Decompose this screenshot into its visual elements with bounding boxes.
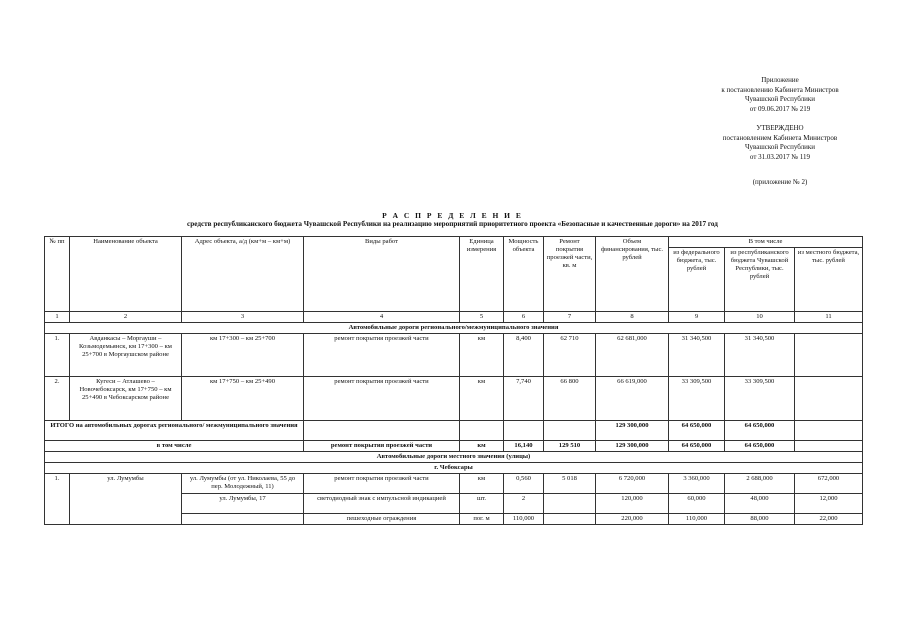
col-number: 10 — [725, 312, 795, 323]
col-number: 5 — [460, 312, 504, 323]
col-number: 4 — [304, 312, 460, 323]
cell-num: 2. — [45, 377, 70, 421]
cell-name: ул. Лумумбы — [70, 474, 182, 525]
column-number-row — [45, 312, 863, 323]
approved-line: постановлением Кабинета Министров — [722, 133, 838, 142]
header-including: В том числе — [669, 237, 863, 248]
cell-volume: 6 720,000 — [596, 474, 669, 494]
section-title-regional: Автомобильные дороги регионального/межмуниципального значения — [45, 323, 863, 334]
cell-num: 1. — [45, 334, 70, 377]
cell-federal: 60,000 — [669, 494, 725, 514]
cell-repair — [544, 514, 596, 525]
col-number: 8 — [596, 312, 669, 323]
cell-republic: 88,000 — [725, 514, 795, 525]
col-number: 2 — [70, 312, 182, 323]
cell-repair: 5 018 — [544, 474, 596, 494]
header-name: Наименование объекта — [70, 237, 182, 312]
cell-works: светодиодный знак с импульсной индикацией — [304, 494, 460, 514]
cell-federal: 110,000 — [669, 514, 725, 525]
cell-local — [795, 334, 863, 377]
cell-works: ремонт покрытия проезжей части — [304, 334, 460, 377]
including-capacity: 16,140 — [504, 441, 544, 452]
total-label: ИТОГО на автомобильных дорогах регионального/ межмуниципального значения — [45, 421, 304, 441]
cell-repair — [544, 494, 596, 514]
cell-local: 22,000 — [795, 514, 863, 525]
approved-block — [660, 124, 900, 162]
cell-local — [795, 377, 863, 421]
col-number: 1 — [45, 312, 70, 323]
distribution-table — [44, 236, 863, 525]
header-federal: из федерального бюджета, тыс. рублей — [669, 248, 725, 312]
cell-capacity: 8,400 — [504, 334, 544, 377]
col-number: 6 — [504, 312, 544, 323]
col-number: 7 — [544, 312, 596, 323]
table-row — [45, 377, 863, 421]
approved-line: УТВЕРЖДЕНО — [756, 124, 804, 132]
appendix-number: (приложение № 2) — [752, 178, 808, 186]
city-title: г. Чебоксары — [45, 463, 863, 474]
cell-works: ремонт покрытия проезжей части — [304, 474, 460, 494]
header-works: Виды работ — [304, 237, 460, 312]
cell-local: 672,000 — [795, 474, 863, 494]
total-republic: 64 650,000 — [725, 421, 795, 441]
cell-address: ул. Лумумбы (от ул. Николаева, 55 до пер. Молодежный, 11) — [182, 474, 304, 494]
cell-address: км 17+750 – км 25+490 — [182, 377, 304, 421]
cell-works: пешеходные ограждения — [304, 514, 460, 525]
cell-unit: шт. — [460, 494, 504, 514]
cell-volume: 220,000 — [596, 514, 669, 525]
header-local: из местного бюджета, тыс. рублей — [795, 248, 863, 312]
header-address: Адрес объекта, а/д (км+м – км+м) — [182, 237, 304, 312]
cell-capacity: 0,560 — [504, 474, 544, 494]
document-title: Р А С П Р Е Д Е Л Е Н И Е — [382, 211, 523, 220]
cell-unit: км — [460, 334, 504, 377]
header-volume: Объем финансирования, тыс. рублей — [596, 237, 669, 312]
total-row — [45, 421, 863, 441]
appendix-line: к постановлению Кабинета Министров — [721, 85, 839, 94]
cell-unit: пог. м — [460, 514, 504, 525]
table-row — [45, 334, 863, 377]
document-subtitle: средств республиканского бюджета Чувашской Республики на реализацию мероприятий приоритетного проекта «Безопасные и качественные дороги» на 2017 год — [187, 220, 718, 228]
cell-address: км 17+300 – км 25+700 — [182, 334, 304, 377]
header-num: № пп — [45, 237, 70, 312]
approved-line: от 31.03.2017 № 119 — [749, 152, 811, 161]
including-row — [45, 441, 863, 452]
section-title-local: Автомобильные дороги местного значения (улицы) — [45, 452, 863, 463]
cell-volume: 66 619,000 — [596, 377, 669, 421]
including-repair: 129 510 — [544, 441, 596, 452]
cell-capacity: 7,740 — [504, 377, 544, 421]
cell-federal: 3 360,000 — [669, 474, 725, 494]
total-federal: 64 650,000 — [669, 421, 725, 441]
cell-republic: 48,000 — [725, 494, 795, 514]
cell-volume: 120,000 — [596, 494, 669, 514]
cell-republic: 31 340,500 — [725, 334, 795, 377]
cell-name: Кугеси – Атлашево – Новочебоксарск, км 17+750 – км 25+490 в Чебоксарском районе — [70, 377, 182, 421]
cell-republic: 2 688,000 — [725, 474, 795, 494]
including-label: в том числе — [45, 441, 304, 452]
cell-federal: 33 309,500 — [669, 377, 725, 421]
appendix-line: Приложение — [761, 76, 799, 84]
table-row — [45, 474, 863, 494]
cell-num: 1. — [45, 474, 70, 525]
cell-unit: км — [460, 377, 504, 421]
including-unit: км — [460, 441, 504, 452]
col-number: 9 — [669, 312, 725, 323]
cell-capacity: 110,000 — [504, 514, 544, 525]
header-capacity: Мощность объекта — [504, 237, 544, 312]
col-number: 3 — [182, 312, 304, 323]
including-volume: 129 300,000 — [596, 441, 669, 452]
header-republic: из республиканского бюджета Чувашской Республики, тыс. рублей — [725, 248, 795, 312]
appendix-block — [660, 76, 900, 114]
cell-repair: 62 710 — [544, 334, 596, 377]
total-volume: 129 300,000 — [596, 421, 669, 441]
header-unit: Единица измерения — [460, 237, 504, 312]
col-number: 11 — [795, 312, 863, 323]
cell-address: ул. Лумумбы, 17 — [182, 494, 304, 514]
cell-volume: 62 681,000 — [596, 334, 669, 377]
including-works: ремонт покрытия проезжей части — [304, 441, 460, 452]
cell-local: 12,000 — [795, 494, 863, 514]
cell-repair: 66 800 — [544, 377, 596, 421]
including-republic: 64 650,000 — [725, 441, 795, 452]
cell-name: Авданкасы – Моргауши – Козьмодемьянск, км 17+300 – км 25+700 в Моргаушском районе — [70, 334, 182, 377]
including-federal: 64 650,000 — [669, 441, 725, 452]
cell-address — [182, 514, 304, 525]
cell-unit: км — [460, 474, 504, 494]
appendix-line: Чувашской Республики — [744, 95, 816, 103]
cell-works: ремонт покрытия проезжей части — [304, 377, 460, 421]
header-repair: Ремонт покрытия проезжей части, кв. м — [544, 237, 596, 312]
approved-line: Чувашской Республики — [744, 143, 816, 151]
cell-federal: 31 340,500 — [669, 334, 725, 377]
cell-republic: 33 309,500 — [725, 377, 795, 421]
cell-capacity: 2 — [504, 494, 544, 514]
appendix-line: от 09.06.2017 № 219 — [749, 104, 811, 113]
